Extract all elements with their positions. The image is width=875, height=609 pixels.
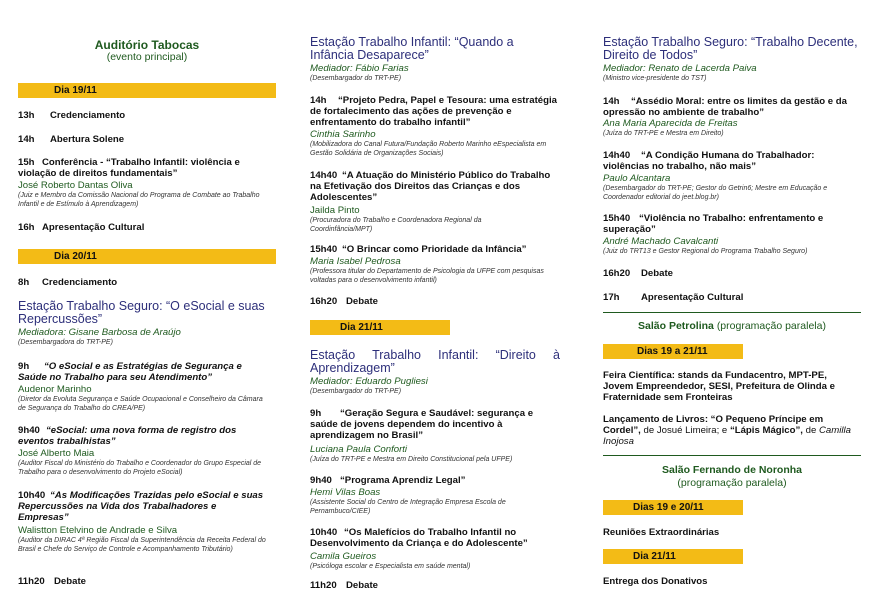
schedule-item: 9h “Geração Segura e Saudável: segurança e saúde de jovens dependem do incentivo à aprendizagem no Brasil” [310, 408, 534, 441]
schedule-item: 9h “O eSocial e as Estratégias de Segurança e Saúde no Trabalho para seu Atendimento” [18, 361, 242, 383]
day-bar [603, 344, 743, 359]
schedule-item: 15h40 “O Brincar como Prioridade da Infância” [310, 244, 527, 255]
schedule-item: 14h40 “A Condição Humana do Trabalhador: violências no trabalho, não mais” [603, 150, 815, 172]
mediator: Mediadora: Gisane Barbosa de Araújo [18, 327, 181, 338]
speaker-note: (Psicóloga escolar e Especialista em saúde mental) [310, 563, 471, 570]
mediator: Mediador: Renato de Lacerda Paiva [603, 63, 757, 74]
mediator-note: (Desembargador do TRT-PE) [310, 388, 402, 395]
speaker-note: (Juiz do TRT13 e Gestor Regional do Programa Trabalho Seguro) [603, 248, 808, 255]
venue-heading [603, 320, 861, 332]
speaker-note: (Juiz e Membro da Comissão Nacional do Programa de Combate ao Trabalho Infantil e de Estímulo à Aprendizagem) [18, 192, 260, 208]
schedule-item: 9h40 “Programa Aprendiz Legal” [310, 475, 466, 486]
venue-title: Salão Petrolina [638, 320, 714, 332]
schedule-item: 17h Apresentação Cultural [603, 292, 744, 303]
schedule-item: Reuniões Extraordinárias [603, 527, 720, 538]
schedule-item: 15h Conferência - “Trabalho Infantil: violência e violação de direitos fundamentais” [18, 157, 240, 179]
speaker-name: Walistton Etelvino de Andrade e Silva [18, 525, 178, 536]
speaker-note: (Diretor da Evoluta Segurança e Saúde Ocupacional e Conselheiro da Câmara de Segurança do Trabalho do CREA/PE) [18, 396, 263, 412]
speaker-note: (Professora titular do Departamento de Psicologia da UFPE com pesquisas voltadas para o desenvolvimento infantil) [310, 268, 544, 284]
schedule-item: 14h Abertura Solene [18, 134, 125, 145]
schedule-item: 10h40 “Os Malefícios do Trabalho Infantil no Desenvolvimento da Criança e do Adolescente” [310, 527, 528, 549]
day-label: Dia 21/11 [340, 322, 383, 333]
venue-title: Salão Fernando de Noronha [661, 464, 803, 476]
day-label: Dias 19 e 20/11 [633, 502, 704, 513]
divider [603, 312, 861, 313]
speaker-note: (Procuradora do Trabalho e Coordenadora Regional da Coordinfância/MPT) [310, 217, 482, 233]
day-bar [603, 549, 743, 564]
speaker-note: (Mobilizadora do Canal Futura/Fundação Roberto Marinho eEspecialista em Gestão Solidária de Organizações Sociais) [310, 141, 547, 157]
schedule-item: 16h20 Debate [310, 296, 378, 307]
venue-subtitle: (programação paralela) [677, 477, 787, 489]
speaker-name: Camila Gueiros [310, 551, 377, 562]
speaker-name: Jailda Pinto [310, 205, 360, 216]
station-title: Estação Trabalho Infantil: “Direito à Aprendizagem” [310, 348, 560, 375]
venue-title: Auditório Tabocas [94, 38, 200, 52]
schedule-item: 13h Credenciamento [18, 110, 126, 121]
schedule-item: 11h20 Debate [310, 580, 378, 591]
schedule-item: 15h40 “Violência no Trabalho: enfrentamento e superação” [603, 213, 824, 235]
schedule-item: 11h20 Debate [18, 576, 86, 587]
day-bar [18, 83, 276, 98]
station-title: Estação Trabalho Seguro: “O eSocial e suas Repercussões” [18, 299, 265, 326]
schedule-item: 14h “Assédio Moral: entre os limites da gestão e da opressão no ambiente de trabalho” [603, 96, 847, 118]
day-label: Dia 20/11 [54, 251, 97, 262]
mediator: Mediador: Eduardo Pugliesi [310, 376, 428, 387]
divider [603, 455, 861, 456]
event-description: Lançamento de Livros: “O Pequeno Príncipe em Cordel”, de Josué Limeira; e “Lápis Mágico”, de Camilla Inojosa [603, 414, 851, 447]
speaker-note: (Desembargador do TRT-PE; Gestor do Getrin6; Mestre em Educação e Coordenador editorial do jeet.blog.br) [603, 185, 828, 201]
schedule-item: 16h20 Debate [603, 268, 673, 279]
day-bar [18, 249, 276, 264]
mediator-note: (Desembargadora do TRT-PE) [18, 339, 113, 346]
day-label: Dias 19 a 21/11 [637, 346, 708, 357]
venue-subtitle: (evento principal) [106, 51, 188, 63]
day-label: Dia 21/11 [633, 551, 676, 562]
speaker-name: José Alberto Maia [18, 448, 95, 459]
day-bar [603, 500, 743, 515]
speaker-name: Cinthia Sarinho [310, 129, 376, 140]
speaker-note: (Juíza do TRT-PE e Mestra em Direito) [603, 130, 724, 137]
schedule-item: 14h “Projeto Pedra, Papel e Tesoura: uma estratégia de fortalecimento das ações de prevenção e enfrentamento do trabalho infantil” [310, 95, 557, 128]
speaker-note: (Assistente Social do Centro de Integração Empresa Escola de Pernambuco/CIEE) [310, 499, 506, 515]
speaker-name: Paulo Alcantara [603, 173, 671, 184]
speaker-name: Ana Maria Aparecida de Freitas [603, 118, 738, 129]
speaker-name: José Roberto Dantas Oliva [18, 180, 133, 191]
event-description: Feira Científica: stands da Fundacentro, MPT-PE, Jovem Empreendedor, SESI, Prefeitura de Olinda e Fraternidade sem Fronteiras [603, 370, 835, 403]
schedule-item: 8h Credenciamento [18, 277, 118, 288]
speaker-note: (Juíza do TRT-PE e Mestra em Direito Constitucional pela UFPE) [310, 456, 513, 463]
speaker-name: Luciana Paula Conforti [310, 444, 408, 455]
schedule-item: 16h Apresentação Cultural [18, 222, 145, 233]
speaker-name: Audenor Marinho [18, 384, 92, 395]
day-label: Dia 19/11 [54, 85, 97, 96]
speaker-note: (Auditor da DIRAC 4ª Região Fiscal da Superintendência da Receita Federal do Brasil e Chefe do Serviço de Controle e Acompanhamento Tributário) [18, 537, 266, 553]
speaker-note: (Auditor Fiscal do Ministério do Trabalho e Coordenador do Grupo Especial de Trabalho para o desenvolvimento do Projeto eSocial) [18, 460, 262, 476]
day-bar [310, 320, 450, 335]
speaker-name: André Machado Cavalcanti [603, 236, 719, 247]
schedule-item: 9h40 “eSocial: uma nova forma de registro dos eventos trabalhistas” [18, 425, 237, 447]
schedule-item: Entrega dos Donativos [603, 576, 708, 587]
station-title: Estação Trabalho Infantil: “Quando a Infância Desaparece” [310, 35, 514, 62]
speaker-name: Hemi Vilas Boas [310, 487, 381, 498]
schedule-item: 14h40 “A Atuação do Ministério Público do Trabalho na Efetivação dos Direitos das Crianças e dos Adolescentes” [310, 170, 551, 203]
station-title: Estação Trabalho Seguro: “Trabalho Decente, Direito de Todos” [603, 35, 858, 62]
speaker-name: Maria Isabel Pedrosa [310, 256, 401, 267]
venue-subtitle: (programação paralela) [716, 320, 826, 332]
mediator-note: (Desembargador do TRT-PE) [310, 75, 402, 82]
mediator-note: (Ministro vice-presidente do TST) [603, 75, 707, 82]
mediator: Mediador: Fábio Farias [310, 63, 409, 74]
schedule-item: 10h40 “As Modificações Trazidas pelo eSocial e suas Repercussões na Vida dos Trabalhadores e Empresas” [18, 490, 264, 523]
